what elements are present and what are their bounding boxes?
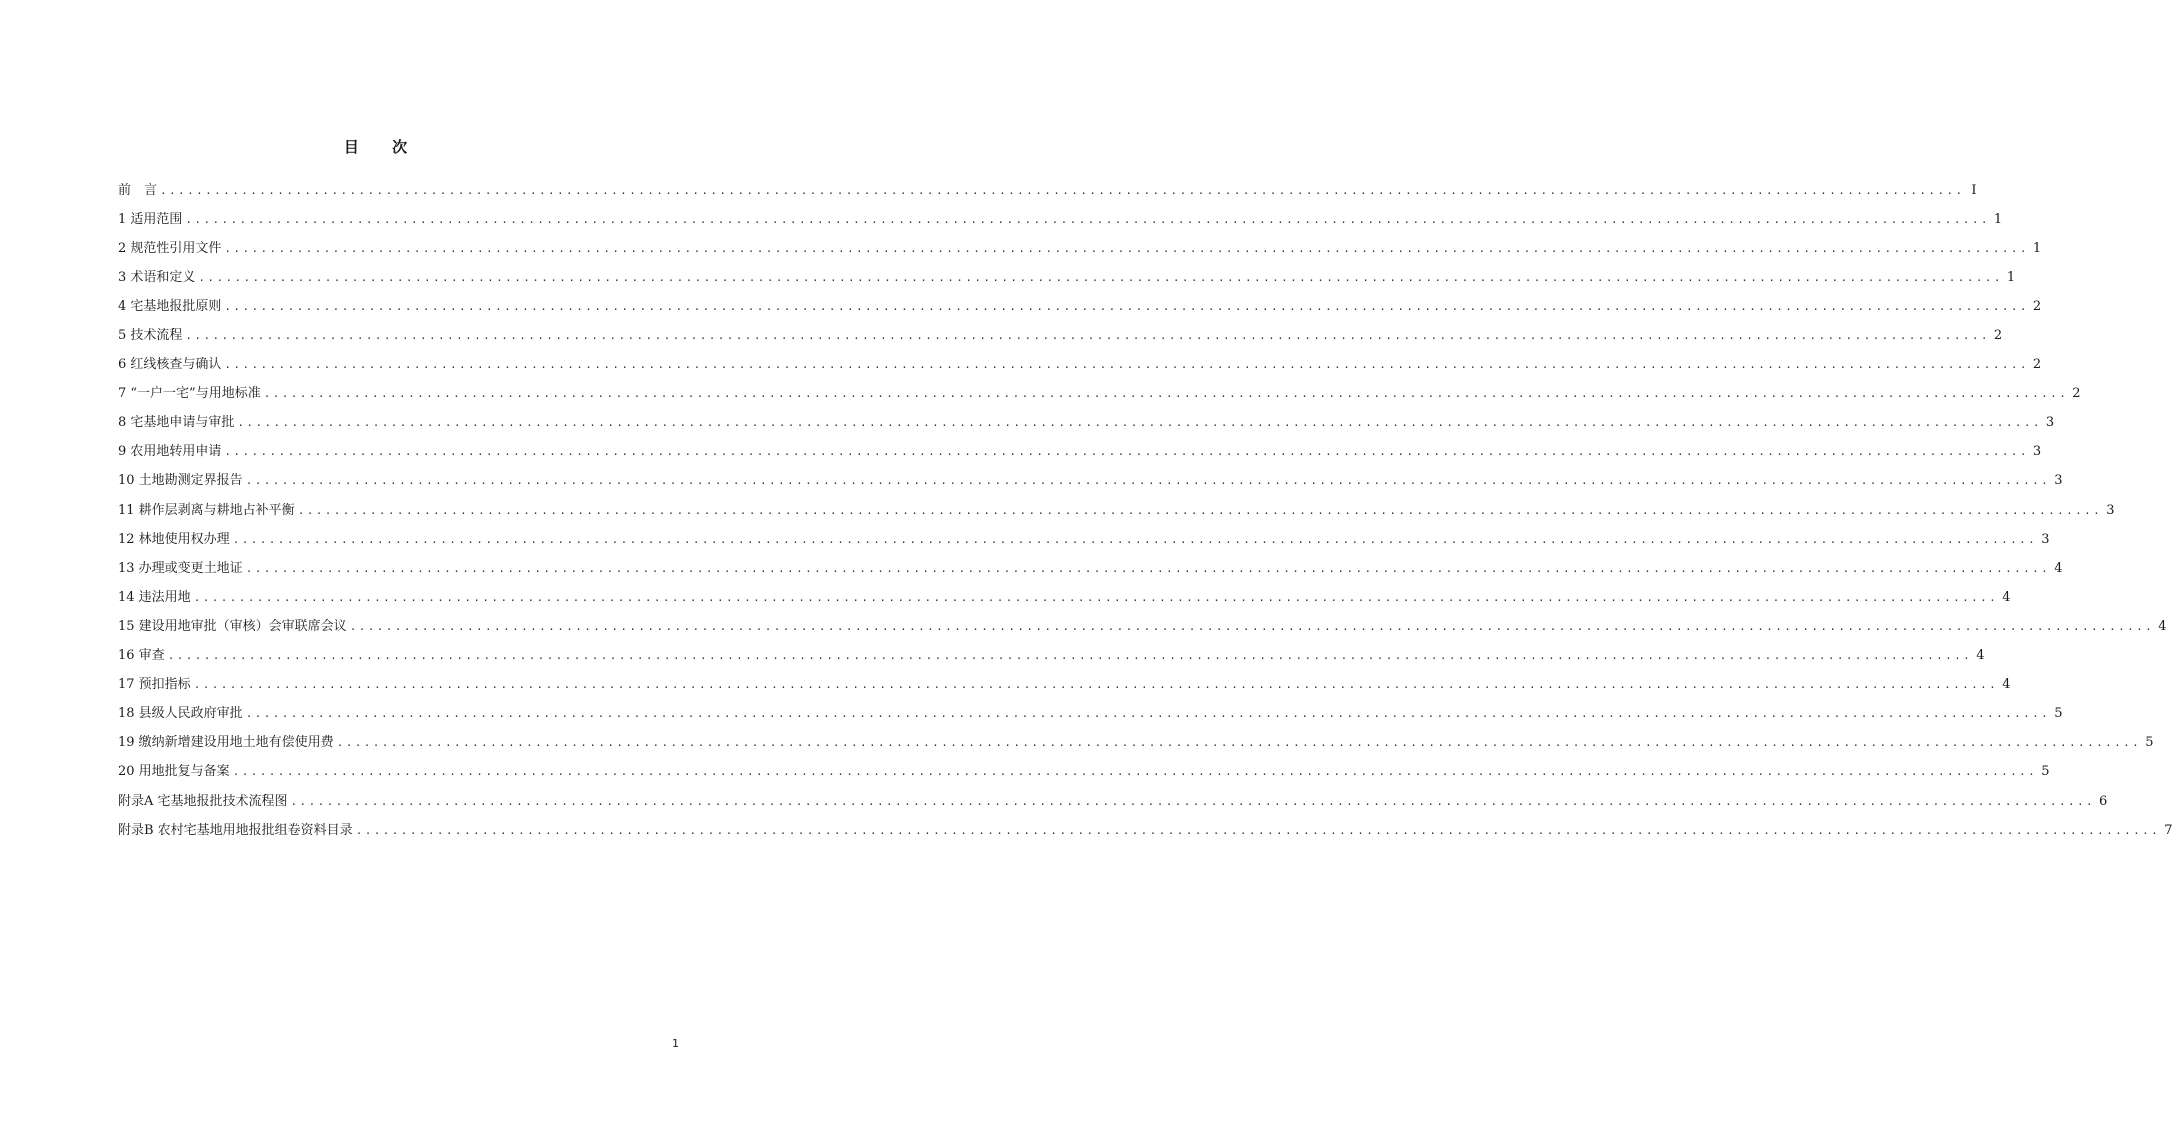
toc-entry-page: 6 xyxy=(2099,793,2108,809)
toc-dot-leader: ........................................................................................................................................................................................................ xyxy=(193,678,1999,692)
toc-dot-leader: ........................................................................................................................................................................................................ xyxy=(224,358,2029,372)
toc-dot-leader: ........................................................................................................................................................................................................ xyxy=(349,619,2155,633)
toc-entry-page: 4 xyxy=(1976,648,1985,664)
toc-dot-leader: ........................................................................................................................................................................................................ xyxy=(245,474,2051,488)
toc-entry-label: 4 宅基地报批原则 xyxy=(118,298,222,314)
toc-entry-label: 16 审查 xyxy=(118,648,165,664)
page-number: 1 xyxy=(672,1037,679,1050)
toc-entry[interactable] xyxy=(118,700,2063,729)
toc-entry-label: 9 农用地转用申请 xyxy=(118,444,222,460)
toc-entry[interactable] xyxy=(118,380,2081,409)
toc-entry[interactable] xyxy=(118,525,2050,554)
toc-entry[interactable] xyxy=(118,642,1985,671)
toc-dot-leader: ........................................................................................................................................................................................................ xyxy=(237,416,2042,430)
toc-entry[interactable] xyxy=(118,816,2172,845)
toc-dot-leader: ........................................................................................................................................................................................................ xyxy=(232,765,2038,779)
toc-entry[interactable] xyxy=(118,292,2042,321)
toc-entry[interactable] xyxy=(118,758,2050,787)
toc-entry-page: 3 xyxy=(2106,502,2115,518)
toc-entry-label: 11 耕作层剥离与耕地占补平衡 xyxy=(118,502,295,518)
toc-entry-label: 2 规范性引用文件 xyxy=(118,240,222,256)
toc-entry[interactable] xyxy=(118,205,2003,234)
toc-dot-leader: ........................................................................................................................................................................................................ xyxy=(193,590,1999,604)
toc-entry-label: 13 办理或变更土地证 xyxy=(118,560,243,576)
toc-dot-leader: ........................................................................................................................................................................................................ xyxy=(224,445,2029,459)
toc-dot-leader: ........................................................................................................................................................................................................ xyxy=(245,707,2051,721)
toc-entry[interactable] xyxy=(118,351,2042,380)
toc-entry[interactable] xyxy=(118,234,2042,263)
toc-entry-label: 10 土地勘测定界报告 xyxy=(118,473,243,489)
toc-entry-label: 1 适用范围 xyxy=(118,211,183,227)
toc-entry-label: 18 县级人民政府审批 xyxy=(118,706,243,722)
toc-entry-page: 2 xyxy=(2032,298,2042,314)
toc-entry-page: 1 xyxy=(1993,211,2003,227)
toc-entry[interactable] xyxy=(118,671,2011,700)
toc-entry-page: 4 xyxy=(2054,560,2063,576)
toc-entry-label: 3 术语和定义 xyxy=(118,269,196,285)
toc-dot-leader: ........................................................................................................................................................................................................ xyxy=(198,270,2003,284)
toc-entry[interactable] xyxy=(118,467,2063,496)
toc-entry[interactable] xyxy=(118,787,2108,816)
toc-entry-page: 3 xyxy=(2041,531,2050,547)
toc-entry-page: 3 xyxy=(2045,415,2055,431)
toc-dot-leader: ........................................................................................................................................................................................................ xyxy=(232,532,2038,546)
toc-entry-page: 5 xyxy=(2054,706,2063,722)
toc-entry-label: 附录B 农村宅基地用地报批组卷资料目录 xyxy=(118,822,353,838)
toc-entry-page: 1 xyxy=(2032,240,2042,256)
toc-entry-label: 14 违法用地 xyxy=(118,589,191,605)
toc-entry-label: 19 缴纳新增建设用地土地有偿使用费 xyxy=(118,735,334,751)
toc-entry-label: 6 红线核查与确认 xyxy=(118,357,222,373)
toc-entry-label: 12 林地使用权办理 xyxy=(118,531,230,547)
toc-entry[interactable] xyxy=(118,409,2055,438)
toc-entry[interactable] xyxy=(118,321,2003,350)
toc-entry-page: 2 xyxy=(2032,357,2042,373)
toc-dot-leader: ........................................................................................................................................................................................................ xyxy=(355,823,2161,837)
toc-dot-leader: ........................................................................................................................................................................................................ xyxy=(336,736,2142,750)
toc-entry[interactable] xyxy=(118,583,2011,612)
toc-dot-leader: ........................................................................................................................................................................................................ xyxy=(185,329,1990,343)
toc-entry[interactable] xyxy=(118,176,1977,205)
toc-entry-page: 7 xyxy=(2164,822,2172,838)
toc-entry-label: 附录A 宅基地报批技术流程图 xyxy=(118,793,288,809)
toc-entry[interactable] xyxy=(118,496,2115,525)
toc-entry-page: 2 xyxy=(1993,328,2003,344)
toc-entry[interactable] xyxy=(118,263,2016,292)
toc-dot-leader: ........................................................................................................................................................................................................ xyxy=(263,387,2069,401)
toc-dot-leader: ........................................................................................................................................................................................................ xyxy=(245,561,2051,575)
toc-entry-label: 15 建设用地审批（审核）会审联席会议 xyxy=(118,618,347,634)
toc-entry-page: 3 xyxy=(2032,444,2042,460)
toc-dot-leader: ........................................................................................................................................................................................................ xyxy=(224,241,2029,255)
toc-dot-leader: ........................................................................................................................................................................................................ xyxy=(167,649,1973,663)
toc-entry[interactable] xyxy=(118,554,2063,583)
toc-entry-page: 2 xyxy=(2072,386,2081,402)
toc-entry-label: 17 预扣指标 xyxy=(118,677,191,693)
toc-dot-leader: ........................................................................................................................................................................................................ xyxy=(297,503,2103,517)
toc-entry-page: 5 xyxy=(2145,735,2154,751)
toc-entry-label: 7 “一户一宅”与用地标准 xyxy=(118,386,261,402)
toc-entry-page: 1 xyxy=(2006,269,2016,285)
toc-entry[interactable] xyxy=(118,729,2154,758)
toc-dot-leader: ........................................................................................................................................................................................................ xyxy=(185,212,1990,226)
toc-entry[interactable] xyxy=(118,612,2167,641)
toc-entry-page: I xyxy=(1971,182,1977,198)
toc-dot-leader: ........................................................................................................................................................................................................ xyxy=(224,299,2029,313)
toc-entry-page: 4 xyxy=(2158,618,2167,634)
toc-entry-label: 20 用地批复与备案 xyxy=(118,764,230,780)
toc-dot-leader: ........................................................................................................................................................................................................ xyxy=(290,794,2096,808)
toc-entry-page: 4 xyxy=(2002,677,2011,693)
toc-entry-label: 前 言 xyxy=(118,182,158,198)
toc-title: 目 次 xyxy=(343,138,422,156)
toc-entry-page: 3 xyxy=(2054,473,2063,489)
toc-entry-label: 8 宅基地申请与审批 xyxy=(118,415,235,431)
toc-dot-leader: ........................................................................................................................................................................................................ xyxy=(160,183,1965,197)
toc-entry-page: 4 xyxy=(2002,589,2011,605)
toc-entry-label: 5 技术流程 xyxy=(118,328,183,344)
toc-list xyxy=(118,176,2172,845)
toc-entry[interactable] xyxy=(118,438,2042,467)
toc-entry-page: 5 xyxy=(2041,764,2050,780)
